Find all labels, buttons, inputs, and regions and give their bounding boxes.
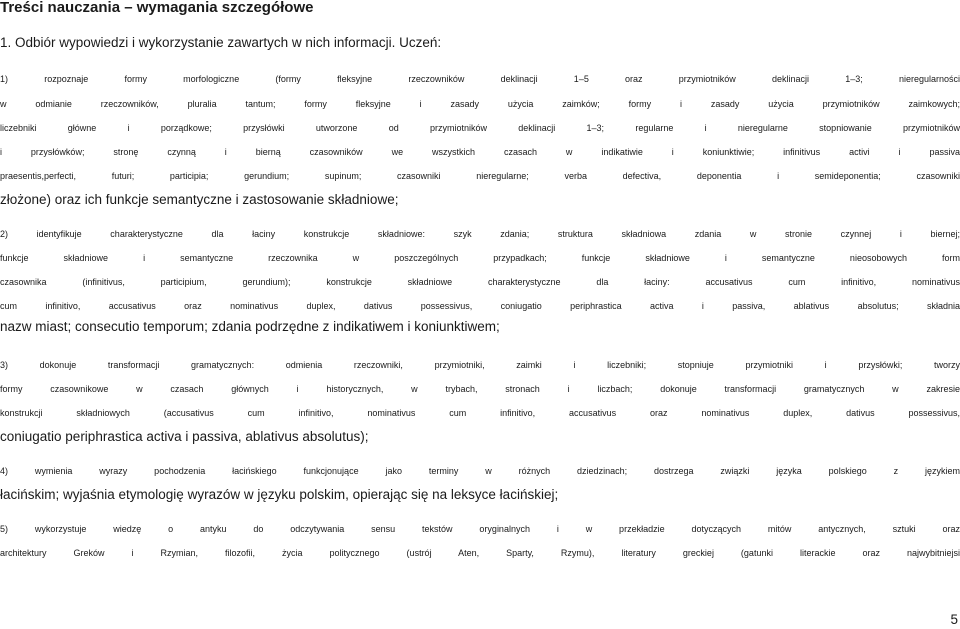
item-2-line-2: funkcje składniowe i semantyczne rzeczownika w poszczególnych przypadkach; funkcje składniowe i semantyczne nieosobowych form: [0, 253, 960, 263]
item-4-line-1: 4) wymienia wyrazy pochodzenia łacińskiego funkcjonujące jako terminy w różnych dziedzinach; dostrzega związki języka polskiego z językiem: [0, 466, 960, 476]
item-3-line-3: konstrukcji składniowych (accusativus cum infinitivo, nominativus cum infinitivo, accusativus oraz nominativus duplex, dativus possessivus,: [0, 408, 960, 418]
document-title: Treści nauczania – wymagania szczegółowe: [0, 0, 314, 16]
item-4-line-2: łacińskim; wyjaśnia etymologię wyrazów w języku polskim, opierając się na leksyce łacińskiej;: [0, 487, 559, 502]
item-1-line-2: w odmianie rzeczowników, pluralia tantum; formy fleksyjne i zasady użycia zaimków; formy i zasady użycia przymiotników zaimkowych;: [0, 99, 960, 109]
item-3-line-2: formy czasownikowe w czasach głównych i historycznych, w trybach, stronach i liczbach; dokonuje transformacji gramatycznych w zakresie: [0, 384, 960, 394]
item-3-line-1: 3) dokonuje transformacji gramatycznych: odmienia rzeczowniki, przymiotniki, zaimki i liczebniki; stopniuje przymiotniki i przysłówki; tworzy: [0, 360, 960, 370]
item-5-line-2: architektury Greków i Rzymian, filozofii, życia politycznego (ustrój Aten, Sparty, Rzymu), literatury greckiej (gatunki literackie oraz najwybitniejsi: [0, 548, 960, 558]
item-2-line-3: czasownika (infinitivus, participium, gerundium); konstrukcje składniowe charakterystyczne dla łaciny: accusativus cum infinitivo, nominativus: [0, 277, 960, 287]
item-1-line-5: praesentis,perfecti, futuri; participia; gerundium; supinum; czasowniki nieregularne; verba defectiva, deponentia i semideponentia; czasowniki: [0, 171, 960, 181]
item-3-line-4: coniugatio periphrastica activa i passiva, ablativus absolutus);: [0, 429, 369, 444]
item-5-line-1: 5) wykorzystuje wiedzę o antyku do odczytywania sensu tekstów oryginalnych i w przekładzie dotyczących mitów antycznych, sztuki oraz: [0, 524, 960, 534]
item-1-line-3: liczebniki główne i porządkowe; przysłówki utworzone od przymiotników deklinacji 1–3; regularne i nieregularne stopniowanie przymiotników: [0, 123, 960, 133]
item-2-line-4: cum infinitivo, accusativus oraz nominativus duplex, dativus possessivus, coniugatio periphrastica activa i passiva, ablativus absolutus; składnia: [0, 301, 960, 311]
page-number: 5: [950, 612, 958, 627]
item-2-line-5: nazw miast; consecutio temporum; zdania podrzędne z indikatiwem i koniunktiwem;: [0, 319, 500, 334]
item-1-line-6: złożone) oraz ich funkcje semantyczne i zastosowanie składniowe;: [0, 192, 399, 207]
item-1-line-1: 1) rozpoznaje formy morfologiczne (formy fleksyjne rzeczowników deklinacji 1–5 oraz przymiotników deklinacji 1–3; nieregularności: [0, 74, 960, 84]
section-heading: 1. Odbiór wypowiedzi i wykorzystanie zawartych w nich informacji. Uczeń:: [0, 35, 442, 50]
item-1-line-4: i przysłówków; stronę czynną i bierną czasowników we wszystkich czasach w indikatiwie i koniunktiwie; infinitivus activi i passiva: [0, 147, 960, 157]
item-2-line-1: 2) identyfikuje charakterystyczne dla łaciny konstrukcje składniowe: szyk zdania; struktura składniowa zdania w stronie czynnej i biernej;: [0, 229, 960, 239]
